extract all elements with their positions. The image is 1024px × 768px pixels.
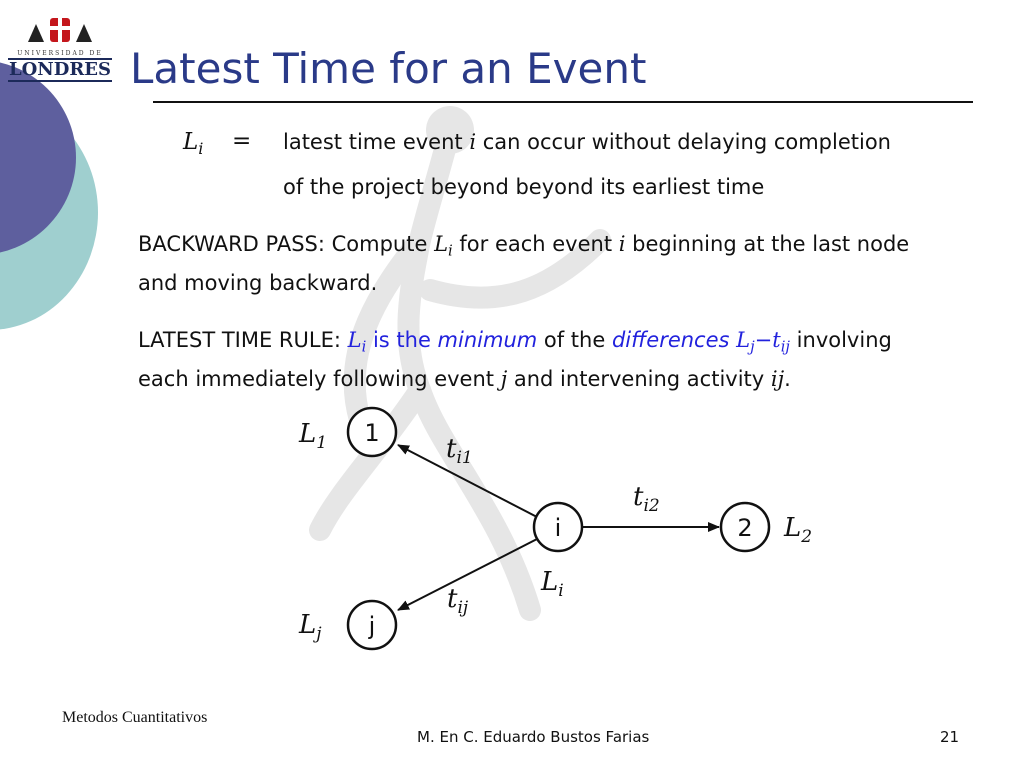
footer-course: Metodos Cuantitativos xyxy=(62,709,208,726)
node-j-time-label: $L_j$ xyxy=(299,610,322,644)
node-i-time-label: $L_i$ xyxy=(541,567,564,601)
arc-ij-label: $t_{ij}$ xyxy=(447,584,469,618)
latest-time-rule-label: LATEST TIME RULE: xyxy=(138,328,341,352)
backward-pass-line-1: BACKWARD PASS: Compute $L_i$ for each event i beginning at the last node xyxy=(138,232,910,260)
footer-author: M. En C. Eduardo Bustos Farias xyxy=(417,728,650,746)
latest-time-rule-line-2: each immediately following event j and intervening activity ij. xyxy=(138,367,791,391)
svg-text:1: 1 xyxy=(364,419,380,447)
svg-text:2: 2 xyxy=(737,514,753,542)
latest-time-rule-line-1: LATEST TIME RULE: $L_i$ is the minimum of the differences $L_j-t_{ij}$ involving xyxy=(138,328,892,356)
arc-i-to-j xyxy=(398,538,539,610)
logo-name-text: LONDRES xyxy=(8,59,112,80)
node-1 xyxy=(348,408,396,456)
node-i xyxy=(534,503,582,551)
page-title: Latest Time for an Event xyxy=(130,44,647,93)
definition-equals: = xyxy=(232,128,252,154)
definition-line-1: latest time event i can occur without delaying completion xyxy=(283,130,891,154)
definition-symbol: $L_i$ xyxy=(183,129,204,158)
definition-line-2: of the project beyond beyond its earliest time xyxy=(283,175,765,199)
logo-university-text: UNIVERSIDAD DE xyxy=(17,50,103,57)
page-number: 21 xyxy=(940,728,960,746)
node-2-time-label: $L_2$ xyxy=(784,513,813,547)
node-1-time-label: $L_1$ xyxy=(299,419,328,453)
node-2 xyxy=(721,503,769,551)
arc-i1-label: $t_{i1}$ xyxy=(446,434,473,468)
svg-text:j: j xyxy=(368,612,376,640)
backward-pass-line-2: and moving backward. xyxy=(138,271,378,295)
node-j xyxy=(348,601,396,649)
arc-i2-label: $t_{i2}$ xyxy=(633,482,660,516)
backward-pass-label: BACKWARD PASS: xyxy=(138,232,325,256)
svg-text:i: i xyxy=(554,514,562,542)
